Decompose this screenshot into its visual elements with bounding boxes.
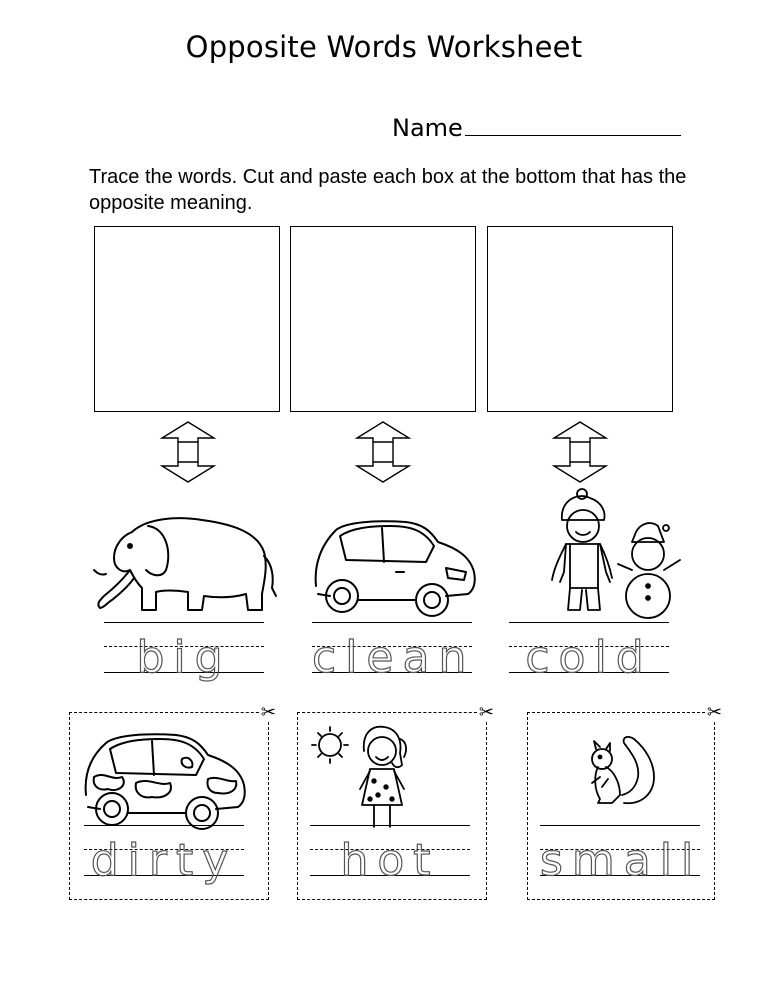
double-arrow-icon (355, 420, 411, 484)
name-blank[interactable] (465, 115, 681, 136)
double-arrow-icon (552, 420, 608, 484)
paste-box-1[interactable] (94, 226, 280, 412)
trace-word-text: big (136, 632, 232, 683)
boy-and-snowman-picture (540, 486, 700, 620)
girl-and-sun-picture (310, 721, 430, 831)
cut-card-small[interactable] (527, 702, 722, 900)
trace-word-text: small (540, 835, 703, 886)
name-label: Name (392, 114, 463, 142)
scissors-icon: ✂ (478, 702, 494, 722)
squirrel-picture (584, 731, 660, 809)
trace-word-clean (312, 622, 476, 684)
scissors-icon: ✂ (706, 702, 722, 722)
scissors-icon: ✂ (260, 702, 276, 722)
trace-word-big (104, 622, 264, 684)
worksheet-title: Opposite Words Worksheet (185, 30, 583, 64)
paste-box-3[interactable] (487, 226, 673, 412)
cut-card-hot[interactable] (297, 702, 494, 900)
double-arrow-icon (160, 420, 216, 484)
trace-word-text: clean (312, 632, 476, 683)
instructions: Trace the words. Cut and paste each box at the bottom that has the opposite meaning. (89, 166, 687, 214)
trace-word-hot (310, 825, 470, 887)
elephant-picture (92, 512, 282, 616)
trace-word-text: dirty (90, 835, 238, 886)
clean-car-picture (306, 516, 480, 616)
trace-word-small (540, 825, 703, 887)
paste-box-2[interactable] (290, 226, 476, 412)
dirty-car-picture (78, 729, 248, 829)
trace-word-cold (509, 622, 669, 684)
trace-word-text: hot (340, 835, 440, 886)
trace-word-text: cold (525, 632, 653, 683)
cut-card-dirty[interactable] (69, 702, 276, 900)
name-field[interactable] (392, 114, 681, 142)
trace-word-dirty (84, 825, 244, 887)
